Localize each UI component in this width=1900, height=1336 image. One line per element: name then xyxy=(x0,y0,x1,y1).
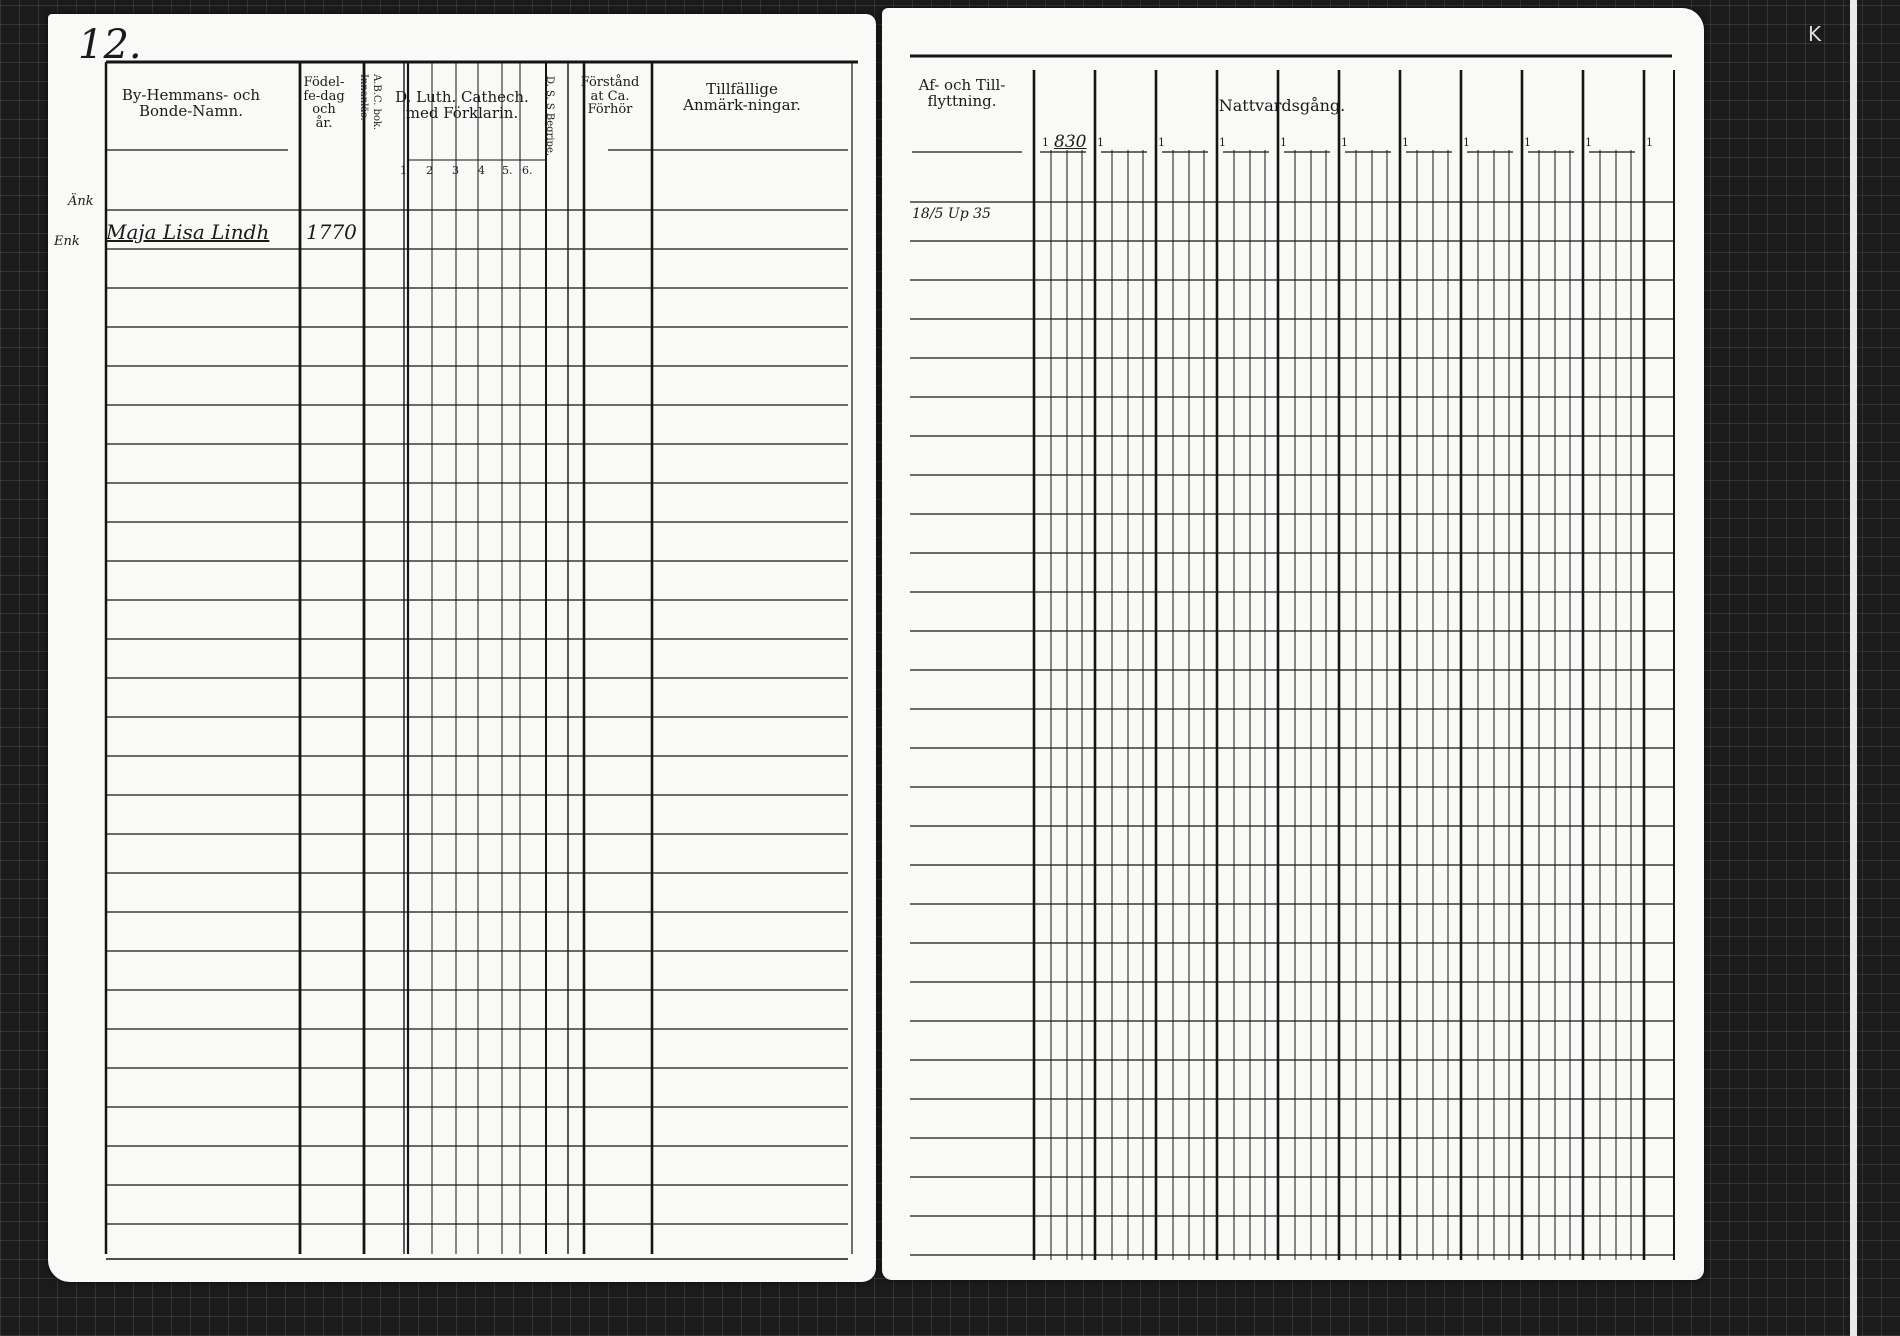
year-prefix-6: 1 xyxy=(1341,136,1348,149)
year-prefix-3: 1 xyxy=(1158,136,1165,149)
year-prefix-8: 1 xyxy=(1463,136,1470,149)
margin-note-2: Enk xyxy=(54,234,80,249)
header-forstand: Förstånd at Ca. Förhör xyxy=(580,75,640,118)
right-page xyxy=(882,8,1704,1280)
right-page-ruling xyxy=(882,8,1704,1280)
entry-move-note: 18/5 Up 35 xyxy=(912,206,991,222)
first-year: 830 xyxy=(1054,132,1087,152)
year-prefix-7: 1 xyxy=(1402,136,1409,149)
margin-note-1: Änk xyxy=(68,194,94,209)
header-remarks: Tillfällige Anmärk-ningar. xyxy=(683,80,801,114)
entry-birth-year: 1770 xyxy=(306,220,357,244)
header-catechism: D. Luth. Cathech. med Förklarin. xyxy=(395,88,529,122)
page-number: 12. xyxy=(78,22,142,68)
header-communion: Nattvardsgång. xyxy=(1218,96,1346,115)
left-page-ruling xyxy=(48,14,876,1282)
year-prefix-2: 1 xyxy=(1097,136,1104,149)
catechism-col-3: 3 xyxy=(452,164,459,177)
year-prefix-9: 1 xyxy=(1524,136,1531,149)
header-ds-begrepp: D. S. S Begripe. xyxy=(544,76,555,157)
year-prefix-5: 1 xyxy=(1280,136,1287,149)
header-innanlasning: Innanläs. xyxy=(358,74,369,121)
header-birth: Födel-fe-dag och år. xyxy=(303,75,345,131)
header-moves: Af- och Till-flyttning. xyxy=(918,76,1006,110)
header-abc-bok: A.B.C. bok. xyxy=(371,74,382,131)
catechism-col-2: 2 xyxy=(426,164,433,177)
corner-mark: K xyxy=(1808,22,1822,46)
year-prefix-10: 1 xyxy=(1585,136,1592,149)
left-page xyxy=(48,14,876,1282)
catechism-col-5: 5. xyxy=(502,164,513,177)
header-name: By-Hemmans- och Bonde-Namn. xyxy=(121,86,261,120)
scanner-edge-strip xyxy=(1850,0,1857,1336)
year-prefix-11: 1 xyxy=(1646,136,1653,149)
catechism-col-6: 6. xyxy=(522,164,533,177)
catechism-col-1: 1 xyxy=(400,164,407,177)
catechism-col-4: 4 xyxy=(478,164,485,177)
first-year-prefix: 1 xyxy=(1042,136,1049,149)
entry-name: Maja Lisa Lindh xyxy=(106,220,270,244)
year-prefix-4: 1 xyxy=(1219,136,1226,149)
